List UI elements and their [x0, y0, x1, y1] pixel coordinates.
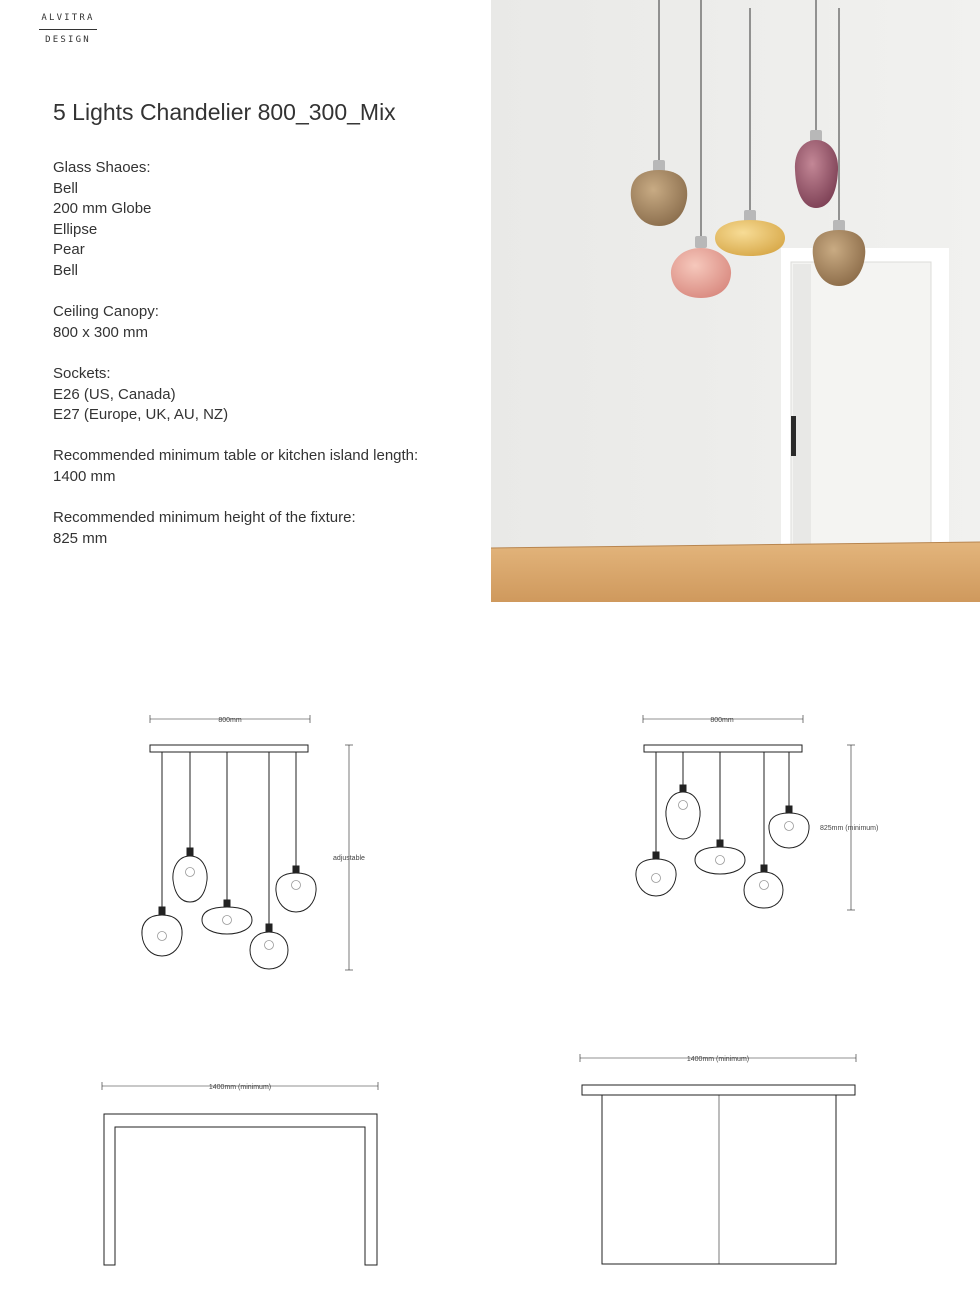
side-view — [580, 715, 878, 1264]
brand-logo — [39, 13, 97, 45]
drawing-shade-globe — [250, 932, 288, 969]
spec-label: Recommended minimum height of the fixture: — [53, 509, 356, 527]
table-length-label: 1400mm (minimum) — [208, 1084, 272, 1091]
dimension-table-side — [580, 1054, 856, 1063]
shade-ellipse-yellow — [715, 220, 785, 256]
technical-drawings — [0, 640, 980, 1307]
door — [781, 248, 949, 548]
spec-label: Sockets: — [53, 364, 111, 382]
table — [491, 542, 980, 602]
drawing-shade-bell — [142, 915, 182, 956]
spec-value: Pear — [53, 241, 85, 259]
height-label-side: 825mm (minimum) — [820, 825, 879, 832]
canopy-side — [644, 745, 802, 752]
spec-value: Bell — [53, 179, 79, 197]
dimension-width — [150, 715, 310, 724]
brand-line-2: DESIGN — [45, 35, 91, 45]
dimension-height-side — [820, 745, 878, 910]
spec-list — [53, 158, 418, 570]
drawing-shade-pear — [173, 856, 207, 902]
drawing-side-shade-globe — [744, 872, 783, 908]
dimension-width-side — [643, 715, 803, 724]
shade-globe-pink — [671, 248, 731, 298]
spec-label: Glass Shaoes: — [53, 159, 151, 176]
shade-pear-plum — [795, 140, 838, 208]
spec-canopy — [53, 302, 418, 343]
height-label: adjustable — [333, 855, 365, 862]
drawing-side-shade-pear — [666, 792, 700, 839]
table-length-label-side: 1400mm (minimum) — [686, 1056, 750, 1063]
drawing-shade-ellipse — [202, 907, 252, 934]
drawing-shade-bell-2 — [276, 873, 316, 912]
product-photo — [491, 0, 980, 602]
spec-value: E26 (US, Canada) — [53, 385, 176, 403]
width-label-side: 800mm — [710, 717, 734, 724]
spec-value: Bell — [53, 261, 79, 279]
spec-value: 800 x 300 mm — [53, 323, 149, 341]
spec-label: Recommended minimum table or kitchen island length: — [53, 447, 419, 465]
spec-shades — [53, 158, 418, 282]
product-title: 5 Lights Chandelier 800_300_Mix — [53, 99, 396, 125]
drawing-side-shade-bell — [636, 859, 676, 896]
door-handle-icon — [791, 416, 796, 456]
drawing-table-front — [104, 1114, 377, 1265]
dimension-height — [333, 745, 365, 970]
spec-table-length — [53, 446, 418, 487]
spec-label: Ceiling Canopy: — [53, 303, 159, 321]
canopy — [150, 745, 308, 752]
drawing-side-shade-ellipse — [695, 847, 745, 874]
width-label: 800mm — [218, 717, 242, 724]
spec-value: 1400 mm — [53, 467, 116, 485]
spec-fixture-height — [53, 508, 418, 549]
front-view — [102, 715, 378, 1265]
drawing-table-side — [582, 1085, 855, 1264]
spec-value: 825 mm — [53, 529, 108, 547]
spec-sockets — [53, 364, 418, 426]
spec-value: Ellipse — [53, 220, 98, 238]
spec-value: 200 mm Globe — [53, 200, 152, 218]
brand-line-1: ALVITRA — [39, 13, 97, 30]
dimension-table — [102, 1082, 378, 1091]
spec-value: E27 (Europe, UK, AU, NZ) — [53, 406, 229, 424]
